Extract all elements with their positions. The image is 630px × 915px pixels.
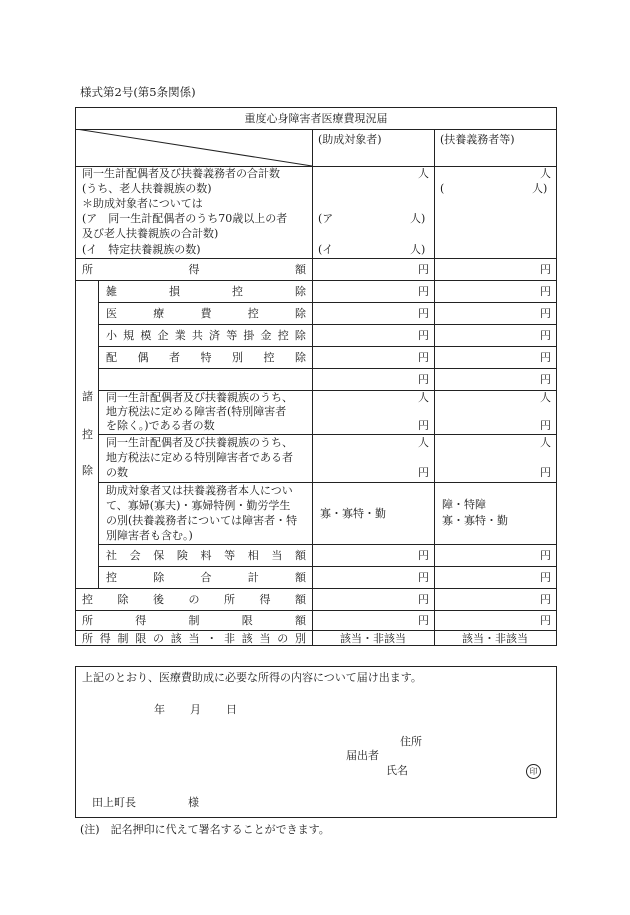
special-disabled-line-1: 同一生計配偶者及び扶養親族のうち、 <box>106 436 293 449</box>
subject-i-close[interactable]: 人) <box>410 243 426 256</box>
form-title: 重度心身障害者医療費現況届 <box>244 112 388 125</box>
income-limit-subject-yen[interactable]: 円 <box>418 614 429 627</box>
status-line-1: 助成対象者又は扶養義務者本人につい <box>106 484 293 497</box>
misc-loss-subject-yen[interactable]: 円 <box>418 285 429 298</box>
applicability-supporter-options[interactable]: 該当・非該当 <box>462 632 528 645</box>
subject-a-open: (ア <box>318 212 334 225</box>
date-year[interactable]: 年 <box>154 703 165 716</box>
blank-row-subject-yen[interactable]: 円 <box>418 373 429 386</box>
spouse-special-deduction-label: 配 偶 者 特 別 控 除 <box>106 351 306 364</box>
deductions-label-1: 諸 <box>82 390 93 403</box>
disabled-count-line-1: 同一生計配偶者及び扶養親族のうち、 <box>106 391 293 404</box>
special-disabled-line-2: 地方税法に定める特別障害者である者 <box>106 451 293 464</box>
special-disabled-supporter-yen[interactable]: 円 <box>540 466 551 479</box>
after-deduction-income-label: 控 除 後 の 所 得 額 <box>82 593 306 606</box>
disabled-count-line-2: 地方税法に定める障害者(特別障害者 <box>106 405 287 418</box>
footnote: (注) 記名押印に代えて署名することができます。 <box>80 823 330 836</box>
subject-i-open: (イ <box>318 243 334 256</box>
special-disabled-subject-yen[interactable]: 円 <box>418 466 429 479</box>
status-line-4: 別障害者も含む。) <box>106 529 193 542</box>
medical-deduction-label: 医 療 費 控 除 <box>106 307 306 320</box>
income-label: 所 得 額 <box>82 263 306 276</box>
social-insurance-supporter-yen[interactable]: 円 <box>540 549 551 562</box>
spouse-special-subject-yen[interactable]: 円 <box>418 351 429 364</box>
deductions-label-2: 控 <box>82 428 93 441</box>
special-disabled-subject-person[interactable]: 人 <box>418 436 429 449</box>
income-limit-label: 所 得 制 限 額 <box>82 614 306 627</box>
name-label: 氏名 <box>386 764 408 777</box>
deduction-total-label: 控 除 合 計 額 <box>106 571 306 584</box>
medical-subject-yen[interactable]: 円 <box>418 307 429 320</box>
disabled-subject-person[interactable]: 人 <box>418 391 429 404</box>
form-number-label: 様式第2号(第5条関係) <box>80 85 196 99</box>
household-line-4: (ア 同一生計配偶者のうち70歳以上の者 <box>82 212 288 225</box>
spouse-special-supporter-yen[interactable]: 円 <box>540 351 551 364</box>
addressee-honorific: 様 <box>188 796 199 809</box>
status-line-3: の別(扶養義務者については障害者・特 <box>106 514 298 527</box>
income-limit-supporter-yen[interactable]: 円 <box>540 614 551 627</box>
social-insurance-label: 社 会 保 険 料 等 相 当 額 <box>106 549 306 562</box>
subject-a-close[interactable]: 人) <box>410 212 426 225</box>
blank-row-supporter-yen[interactable]: 円 <box>540 373 551 386</box>
status-subject-options[interactable]: 寡・寡特・勤 <box>320 507 386 520</box>
disabled-supporter-person[interactable]: 人 <box>540 391 551 404</box>
household-line-5: 及び老人扶養親族の合計数) <box>82 227 219 240</box>
address-label: 住所 <box>400 735 422 748</box>
supporter-column-header: (扶養義務者等) <box>440 133 515 146</box>
date-month[interactable]: 月 <box>190 703 201 716</box>
special-disabled-line-3: の数 <box>106 466 128 479</box>
after-deduction-subject-yen[interactable]: 円 <box>418 593 429 606</box>
addressee-mayor: 田上町長 <box>92 796 136 809</box>
applicability-subject-options[interactable]: 該当・非該当 <box>340 632 406 645</box>
small-business-deduction-label: 小 規 模 企 業 共 済 等 掛 金 控 除 <box>106 329 306 342</box>
after-deduction-supporter-yen[interactable]: 円 <box>540 593 551 606</box>
disabled-count-line-3: を除く。)である者の数 <box>106 419 215 432</box>
date-day[interactable]: 日 <box>226 703 237 716</box>
declaration-box <box>75 666 557 818</box>
medical-supporter-yen[interactable]: 円 <box>540 307 551 320</box>
header-diagonal-line <box>76 129 313 167</box>
disabled-subject-yen[interactable]: 円 <box>418 419 429 432</box>
income-status-table <box>75 107 557 646</box>
income-supporter-yen[interactable]: 円 <box>540 263 551 276</box>
household-line-3: ＊助成対象者については <box>82 197 203 210</box>
notifier-label: 届出者 <box>346 749 379 762</box>
special-disabled-supporter-person[interactable]: 人 <box>540 436 551 449</box>
status-supporter-options-1[interactable]: 障・特障 <box>442 498 486 511</box>
supporter-count-unit[interactable]: 人 <box>540 167 551 180</box>
disabled-supporter-yen[interactable]: 円 <box>540 419 551 432</box>
social-insurance-subject-yen[interactable]: 円 <box>418 549 429 562</box>
supporter-elderly-close[interactable]: 人) <box>532 182 548 195</box>
income-subject-yen[interactable]: 円 <box>418 263 429 276</box>
household-line-1: 同一生計配偶者及び扶養義務者の合計数 <box>82 167 280 180</box>
seal-mark[interactable]: 印 <box>526 764 541 779</box>
misc-loss-deduction-label: 雑 損 控 除 <box>106 285 306 298</box>
status-line-2: て、寡婦(寡夫)・寡婦特例・勤労学生 <box>106 499 291 512</box>
declaration-statement: 上記のとおり、医療費助成に必要な所得の内容について届け出ます。 <box>82 671 422 684</box>
limit-applicability-label: 所 得 制 限 の 該 当 ・ 非 該 当 の 別 <box>82 632 306 645</box>
supporter-elderly-open: ( <box>440 182 445 195</box>
deduction-total-supporter-yen[interactable]: 円 <box>540 571 551 584</box>
deduction-total-subject-yen[interactable]: 円 <box>418 571 429 584</box>
status-supporter-options-2[interactable]: 寡・寡特・勤 <box>442 514 508 527</box>
deductions-label-3: 除 <box>82 464 93 477</box>
household-line-6: (イ 特定扶養親族の数) <box>82 243 201 256</box>
household-line-2: (うち、老人扶養親族の数) <box>82 182 212 195</box>
misc-loss-supporter-yen[interactable]: 円 <box>540 285 551 298</box>
small-business-supporter-yen[interactable]: 円 <box>540 329 551 342</box>
subject-column-header: (助成対象者) <box>318 133 382 146</box>
small-business-subject-yen[interactable]: 円 <box>418 329 429 342</box>
subject-count-unit[interactable]: 人 <box>418 167 429 180</box>
